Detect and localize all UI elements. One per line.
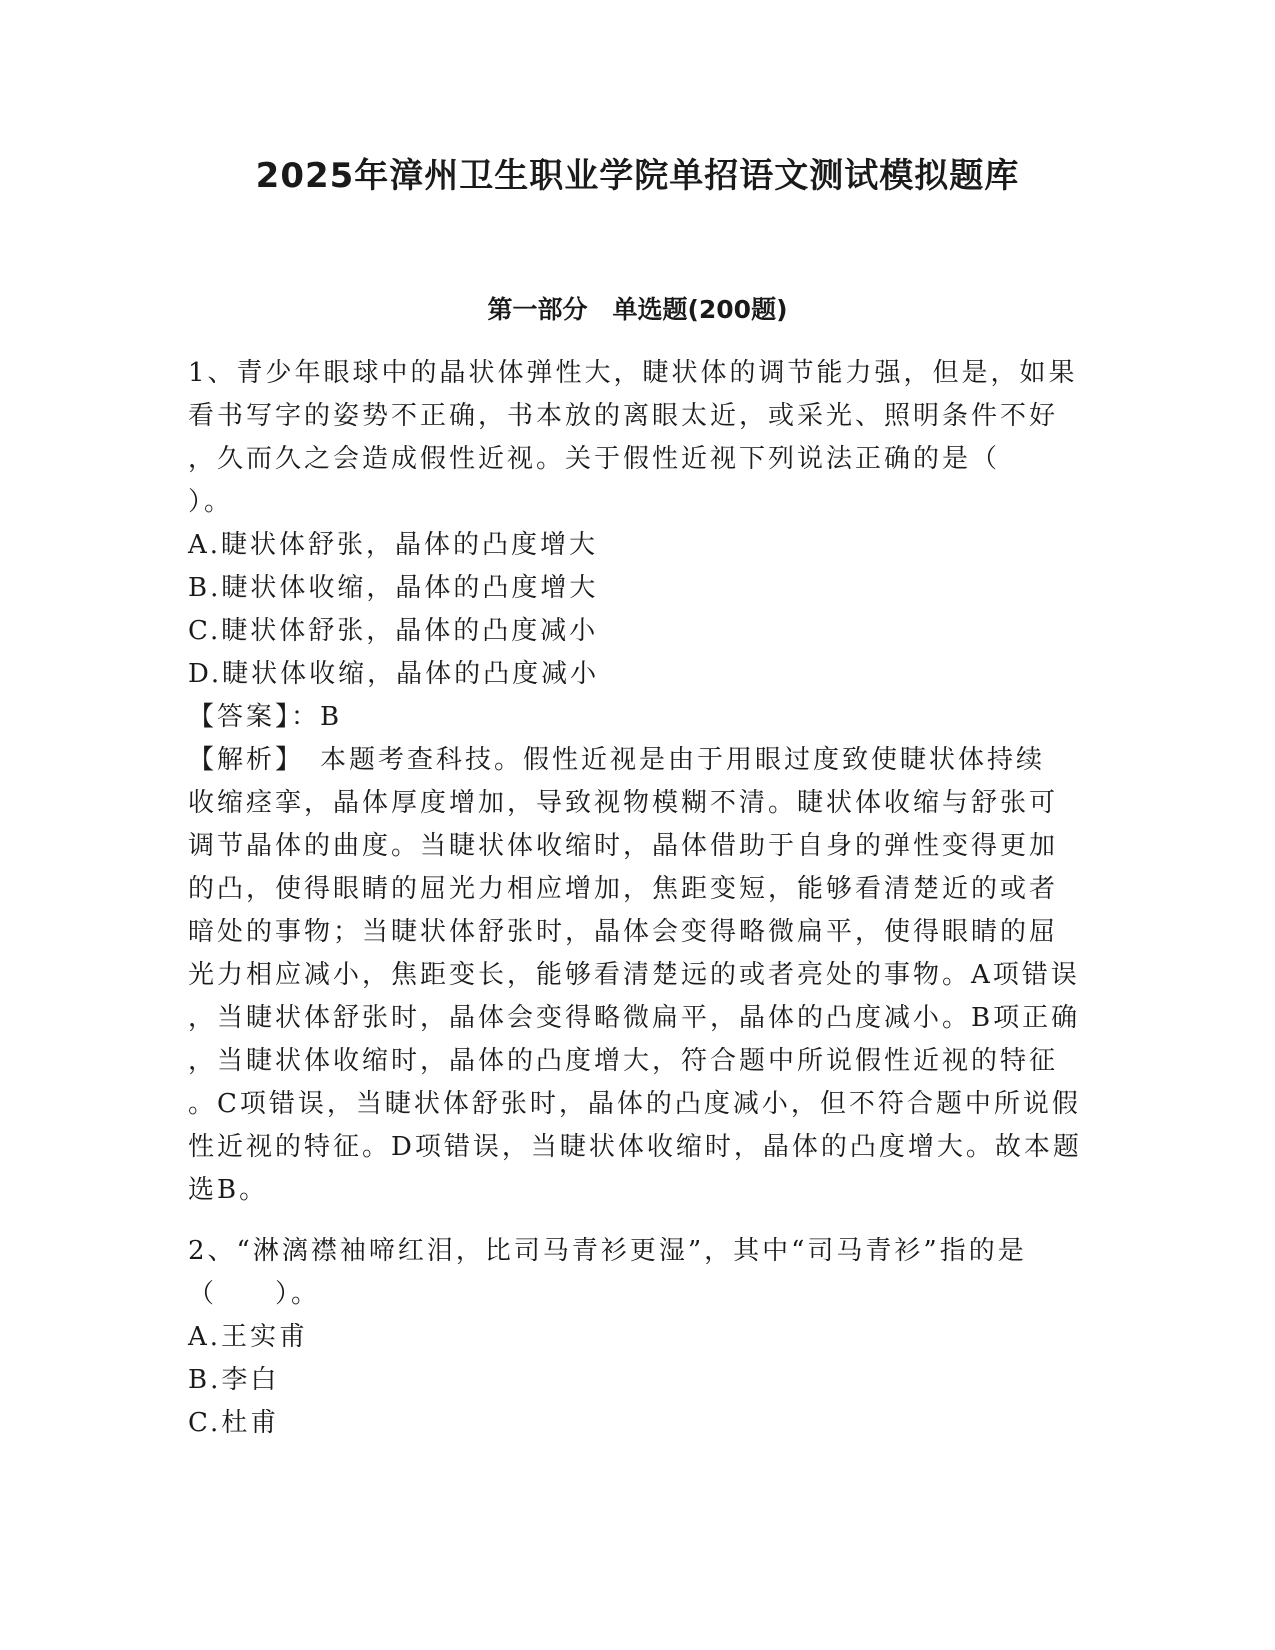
analysis-line: 的凸，使得眼睛的屈光力相应增加，焦距变短，能够看清楚近的或者 <box>188 874 1059 904</box>
document-title: 2025年漳州卫生职业学院单招语文测试模拟题库 <box>255 156 1020 196</box>
question-stem-line: 1、青少年眼球中的晶状体弹性大，睫状体的调节能力强，但是，如果 <box>188 358 1078 388</box>
analysis-line: ，当睫状体舒张时，晶体会变得略微扁平，晶体的凸度减小。B项正确 <box>188 1003 1081 1033</box>
analysis-line: 性近视的特征。D项错误，当睫状体收缩时，晶体的凸度增大。故本题 <box>188 1132 1082 1162</box>
analysis-line: 调节晶体的曲度。当睫状体收缩时，晶体借助于自身的弹性变得更加 <box>188 831 1059 861</box>
question-stem-line: （ ）。 <box>188 1279 321 1309</box>
question-stem-line: ）。 <box>188 487 234 517</box>
analysis-line: 【解析】 本题考查科技。假性近视是由于用眼过度致使睫状体持续 <box>188 745 1046 775</box>
analysis-line: 光力相应减小，焦距变长，能够看清楚远的或者亮处的事物。A项错误 <box>188 960 1080 990</box>
analysis-line: ，当睫状体收缩时，晶体的凸度增大，符合题中所说假性近视的特征 <box>188 1046 1059 1076</box>
question-stem-line: 2、“淋漓襟袖啼红泪，比司马青衫更湿”，其中“司马青衫”指的是 <box>188 1236 1027 1266</box>
analysis-line: 。C项错误，当睫状体舒张时，晶体的凸度减小，但不符合题中所说假 <box>188 1089 1081 1119</box>
question-1 <box>188 352 1088 1212</box>
option-b: B.李白 <box>188 1365 280 1395</box>
document-body <box>188 352 1088 1445</box>
analysis-line: 选B。 <box>188 1175 269 1205</box>
question-spacer <box>188 1212 1088 1230</box>
option-a: A.睫状体舒张，晶体的凸度增大 <box>188 530 599 560</box>
question-2 <box>188 1230 1088 1445</box>
option-b: B.睫状体收缩，晶体的凸度增大 <box>188 573 599 603</box>
analysis-line: 收缩痉挛，晶体厚度增加，导致视物模糊不清。睫状体收缩与舒张可 <box>188 788 1059 818</box>
option-c: C.杜甫 <box>188 1408 280 1438</box>
question-stem-line: ，久而久之会造成假性近视。关于假性近视下列说法正确的是（ <box>188 444 1001 474</box>
option-a: A.王实甫 <box>188 1322 309 1352</box>
option-d: D.睫状体收缩，晶体的凸度减小 <box>188 659 600 689</box>
analysis-line: 暗处的事物；当睫状体舒张时，晶体会变得略微扁平，使得眼睛的屈 <box>188 917 1059 947</box>
answer-line: 【答案】：B <box>188 702 343 732</box>
section-title: 第一部分 单选题(200题) <box>487 295 788 324</box>
option-c: C.睫状体舒张，晶体的凸度减小 <box>188 616 599 646</box>
question-stem-line: 看书写字的姿势不正确，书本放的离眼太近，或采光、照明条件不好 <box>188 401 1059 431</box>
